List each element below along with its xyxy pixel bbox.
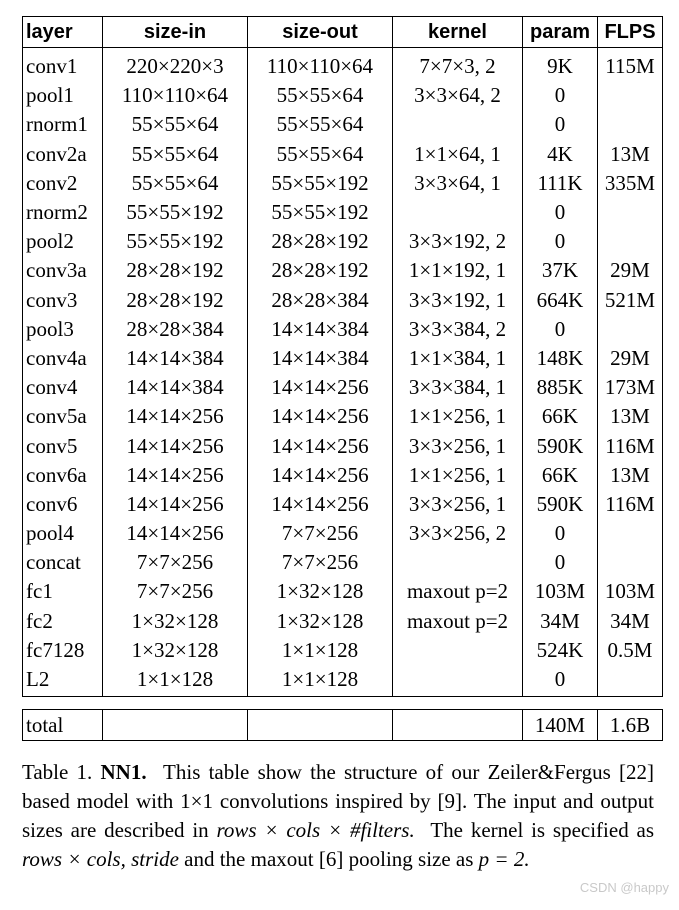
cell-flps [598, 198, 663, 227]
cell-kernel [393, 636, 523, 665]
cell-param: 0 [523, 227, 598, 256]
table-row [23, 636, 663, 665]
cell-kernel [393, 110, 523, 139]
cell-layer: pool4 [23, 519, 103, 548]
cell-layer: fc1 [23, 577, 103, 606]
cell-size-in: 1×32×128 [103, 636, 248, 665]
cell-kernel: maxout p=2 [393, 607, 523, 636]
cell-kernel: 3×3×64, 1 [393, 169, 523, 198]
total-size-out [248, 710, 393, 741]
cell-size-out: 28×28×192 [248, 227, 393, 256]
cell-flps: 34M [598, 607, 663, 636]
cell-layer: conv2a [23, 140, 103, 169]
cell-size-out: 14×14×256 [248, 373, 393, 402]
cell-param: 37K [523, 256, 598, 285]
cell-param: 111K [523, 169, 598, 198]
cell-kernel: 3×3×384, 2 [393, 315, 523, 344]
total-label: total [23, 710, 103, 741]
cell-size-out: 7×7×256 [248, 548, 393, 577]
cell-param: 0 [523, 665, 598, 697]
cell-kernel [393, 198, 523, 227]
table-row [23, 286, 663, 315]
cell-size-in: 55×55×64 [103, 110, 248, 139]
cell-size-out: 14×14×384 [248, 315, 393, 344]
caption-text-4: and the maxout [6] pooling size as [184, 847, 474, 871]
table-spacer [23, 697, 663, 710]
header-kernel: kernel [393, 17, 523, 48]
cell-size-in: 28×28×192 [103, 256, 248, 285]
cell-param: 4K [523, 140, 598, 169]
table-row [23, 373, 663, 402]
cell-flps: 116M [598, 490, 663, 519]
caption-math-3: rows × cols, stride [22, 847, 179, 871]
cell-flps: 29M [598, 344, 663, 373]
total-flps: 1.6B [598, 710, 663, 741]
total-size-in [103, 710, 248, 741]
cell-param: 0 [523, 519, 598, 548]
table-row [23, 81, 663, 110]
cell-flps [598, 81, 663, 110]
cell-layer: rnorm2 [23, 198, 103, 227]
cell-size-in: 55×55×192 [103, 198, 248, 227]
cell-kernel: 3×3×384, 1 [393, 373, 523, 402]
header-layer: layer [23, 17, 103, 48]
cell-layer: conv4 [23, 373, 103, 402]
cell-layer: fc2 [23, 607, 103, 636]
cell-size-in: 28×28×192 [103, 286, 248, 315]
cell-param: 9K [523, 48, 598, 82]
cell-flps [598, 110, 663, 139]
cell-size-in: 55×55×64 [103, 140, 248, 169]
cell-size-out: 1×32×128 [248, 607, 393, 636]
cell-param: 590K [523, 431, 598, 460]
total-param: 140M [523, 710, 598, 741]
cell-flps: 521M [598, 286, 663, 315]
table-row [23, 519, 663, 548]
cell-size-out: 28×28×192 [248, 256, 393, 285]
cell-layer: pool2 [23, 227, 103, 256]
cell-layer: fc7128 [23, 636, 103, 665]
cell-kernel: 1×1×64, 1 [393, 140, 523, 169]
cell-size-in: 7×7×256 [103, 548, 248, 577]
cell-param: 103M [523, 577, 598, 606]
cell-size-out: 28×28×384 [248, 286, 393, 315]
cell-layer: conv3 [23, 286, 103, 315]
cell-layer: conv6a [23, 461, 103, 490]
table-row [23, 315, 663, 344]
total-kernel [393, 710, 523, 741]
table-row [23, 169, 663, 198]
cell-param: 0 [523, 81, 598, 110]
structure-table-container [22, 16, 662, 741]
table-row [23, 607, 663, 636]
cell-param: 0 [523, 315, 598, 344]
cell-size-out: 1×1×128 [248, 665, 393, 697]
header-flps: FLPS [598, 17, 663, 48]
cell-size-out: 7×7×256 [248, 519, 393, 548]
cell-layer: conv5 [23, 431, 103, 460]
cell-size-in: 14×14×256 [103, 461, 248, 490]
cell-kernel [393, 548, 523, 577]
cell-size-out: 14×14×384 [248, 344, 393, 373]
table-row [23, 344, 663, 373]
caption-text-1: This table show the structure of our Zeiler&Fergus [22] based model with [22, 760, 655, 813]
cell-kernel: 1×1×384, 1 [393, 344, 523, 373]
cell-param: 0 [523, 548, 598, 577]
cell-layer: conv2 [23, 169, 103, 198]
cell-flps: 0.5M [598, 636, 663, 665]
cell-size-in: 1×1×128 [103, 665, 248, 697]
cell-param: 0 [523, 198, 598, 227]
cell-layer: pool3 [23, 315, 103, 344]
cell-size-out: 55×55×192 [248, 169, 393, 198]
cell-flps: 29M [598, 256, 663, 285]
caption-label: Table 1. [22, 760, 93, 784]
cell-size-in: 110×110×64 [103, 81, 248, 110]
cell-param: 590K [523, 490, 598, 519]
table-row [23, 548, 663, 577]
cell-size-out: 14×14×256 [248, 402, 393, 431]
cell-kernel: 1×1×256, 1 [393, 461, 523, 490]
cell-flps [598, 548, 663, 577]
cell-param: 66K [523, 461, 598, 490]
header-size-in: size-in [103, 17, 248, 48]
cell-layer: conv3a [23, 256, 103, 285]
cell-size-in: 7×7×256 [103, 577, 248, 606]
cell-param: 0 [523, 110, 598, 139]
cell-layer: L2 [23, 665, 103, 697]
cell-layer: rnorm1 [23, 110, 103, 139]
cell-kernel: 3×3×256, 1 [393, 431, 523, 460]
cell-param: 664K [523, 286, 598, 315]
cell-flps: 115M [598, 48, 663, 82]
cell-size-in: 14×14×256 [103, 402, 248, 431]
cell-flps: 103M [598, 577, 663, 606]
cell-size-out: 14×14×256 [248, 461, 393, 490]
cell-size-in: 220×220×3 [103, 48, 248, 82]
total-row [23, 710, 663, 741]
cell-size-out: 55×55×64 [248, 81, 393, 110]
cell-kernel: 3×3×192, 2 [393, 227, 523, 256]
cell-size-in: 14×14×256 [103, 431, 248, 460]
cell-flps: 116M [598, 431, 663, 460]
nn1-structure-table [22, 16, 663, 741]
cell-layer: conv4a [23, 344, 103, 373]
caption-math-2: rows × cols × #filters. [216, 818, 415, 842]
cell-flps: 13M [598, 461, 663, 490]
cell-kernel: 3×3×256, 2 [393, 519, 523, 548]
cell-param: 885K [523, 373, 598, 402]
cell-layer: conv6 [23, 490, 103, 519]
cell-size-out: 110×110×64 [248, 48, 393, 82]
cell-size-out: 14×14×256 [248, 490, 393, 519]
cell-size-in: 14×14×256 [103, 490, 248, 519]
table-row [23, 461, 663, 490]
cell-size-in: 14×14×384 [103, 344, 248, 373]
cell-kernel: 1×1×192, 1 [393, 256, 523, 285]
table-row [23, 577, 663, 606]
table-row [23, 140, 663, 169]
table-row [23, 665, 663, 697]
caption-math-1: 1×1 [180, 789, 213, 813]
cell-size-in: 55×55×192 [103, 227, 248, 256]
table-body [23, 48, 663, 697]
cell-size-out: 1×32×128 [248, 577, 393, 606]
cell-flps [598, 227, 663, 256]
table-row [23, 431, 663, 460]
watermark: CSDN @happy [579, 880, 669, 895]
cell-size-out: 55×55×192 [248, 198, 393, 227]
cell-param: 148K [523, 344, 598, 373]
cell-flps: 335M [598, 169, 663, 198]
cell-layer: pool1 [23, 81, 103, 110]
caption-title: NN1. [100, 760, 147, 784]
cell-kernel: 3×3×64, 2 [393, 81, 523, 110]
cell-size-in: 14×14×384 [103, 373, 248, 402]
cell-size-out: 55×55×64 [248, 110, 393, 139]
cell-size-in: 55×55×64 [103, 169, 248, 198]
cell-kernel: 3×3×192, 1 [393, 286, 523, 315]
cell-size-in: 1×32×128 [103, 607, 248, 636]
cell-flps: 13M [598, 140, 663, 169]
caption-text-2: convolutions inspired by [9]. The input and output sizes are described in [22, 789, 655, 842]
table-row [23, 256, 663, 285]
cell-size-out: 55×55×64 [248, 140, 393, 169]
table-row [23, 227, 663, 256]
cell-flps: 13M [598, 402, 663, 431]
header-size-out: size-out [248, 17, 393, 48]
table-row [23, 198, 663, 227]
cell-layer: conv1 [23, 48, 103, 82]
cell-param: 524K [523, 636, 598, 665]
cell-kernel [393, 665, 523, 697]
cell-layer: conv5a [23, 402, 103, 431]
cell-flps [598, 519, 663, 548]
cell-kernel: 1×1×256, 1 [393, 402, 523, 431]
table-row [23, 110, 663, 139]
cell-kernel: 7×7×3, 2 [393, 48, 523, 82]
cell-size-in: 28×28×384 [103, 315, 248, 344]
cell-flps [598, 665, 663, 697]
cell-size-in: 14×14×256 [103, 519, 248, 548]
cell-flps [598, 315, 663, 344]
cell-size-out: 14×14×256 [248, 431, 393, 460]
caption-math-4: p = 2. [478, 847, 530, 871]
header-param: param [523, 17, 598, 48]
table-row [23, 402, 663, 431]
cell-param: 66K [523, 402, 598, 431]
table-row [23, 48, 663, 82]
table-caption [22, 758, 654, 874]
cell-param: 34M [523, 607, 598, 636]
table-header-row [23, 17, 663, 48]
cell-size-out: 1×1×128 [248, 636, 393, 665]
caption-text-3: The kernel is specified as [430, 818, 655, 842]
cell-flps: 173M [598, 373, 663, 402]
cell-kernel: 3×3×256, 1 [393, 490, 523, 519]
table-row [23, 490, 663, 519]
cell-layer: concat [23, 548, 103, 577]
cell-kernel: maxout p=2 [393, 577, 523, 606]
